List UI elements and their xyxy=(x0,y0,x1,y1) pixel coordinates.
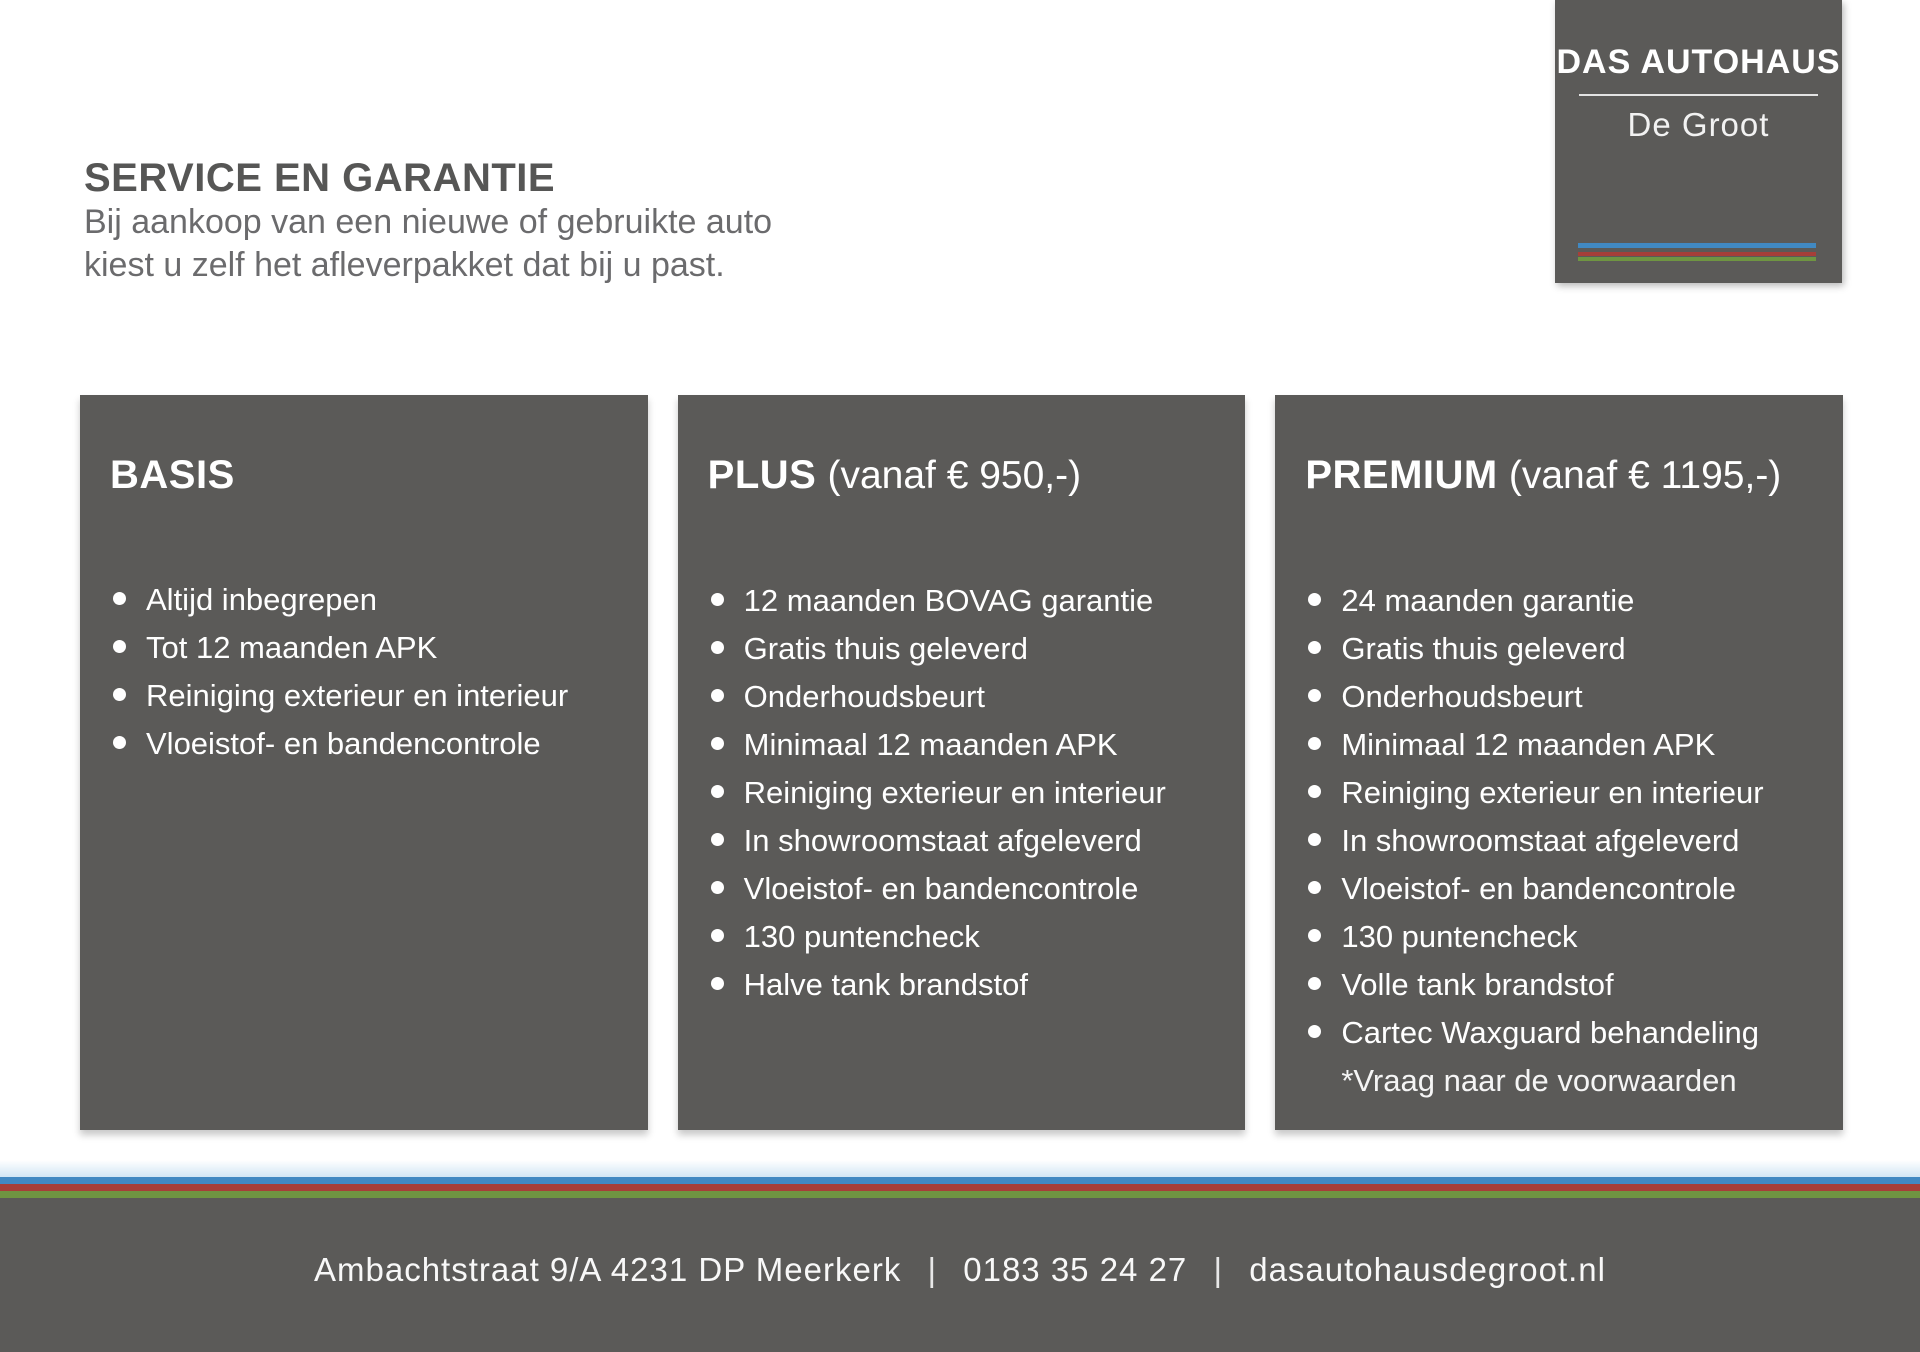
package-price: (vanaf € 950,-) xyxy=(827,454,1082,497)
bullet-icon xyxy=(113,592,126,605)
bullet-icon xyxy=(711,929,724,942)
package-item xyxy=(711,865,1231,913)
bullet-icon xyxy=(711,593,724,606)
brand-subtitle: De Groot xyxy=(1627,106,1770,143)
bullet-icon xyxy=(1308,785,1321,798)
package-item-label: Minimaal 12 maanden APK xyxy=(1341,727,1716,762)
package-item xyxy=(1308,961,1828,1009)
brand-stripe-red xyxy=(1578,252,1816,256)
package-item-label: Volle tank brandstof xyxy=(1341,967,1614,1002)
package-item xyxy=(1308,625,1828,673)
package-item-label: Vloeistof- en bandencontrole xyxy=(146,726,541,761)
intro-line-2: kiest u zelf het afleverpakket dat bij u past. xyxy=(84,246,725,284)
package-item-label: Onderhoudsbeurt xyxy=(1341,679,1583,714)
package-item xyxy=(113,576,633,624)
package-item-label: Minimaal 12 maanden APK xyxy=(743,727,1118,762)
packages xyxy=(80,395,1843,1130)
package-item-label: Onderhoudsbeurt xyxy=(743,679,985,714)
package-item xyxy=(711,913,1231,961)
package-title xyxy=(110,450,620,500)
footer-website: dasautohausdegroot.nl xyxy=(1249,1251,1606,1288)
bullet-icon xyxy=(711,737,724,750)
package-item-label: Vloeistof- en bandencontrole xyxy=(743,871,1139,906)
footer-stripe-green xyxy=(0,1191,1920,1198)
package-item xyxy=(1308,769,1828,817)
bullet-icon xyxy=(1308,881,1321,894)
package-item-label: Vloeistof- en bandencontrole xyxy=(1341,871,1737,906)
bullet-icon xyxy=(1308,689,1321,702)
package-title xyxy=(708,450,1218,501)
bullet-icon xyxy=(1308,833,1321,846)
package-item-label: In showroomstaat afgeleverd xyxy=(743,823,1142,858)
bullet-icon xyxy=(711,785,724,798)
footer-stripe-red xyxy=(0,1184,1920,1191)
package-name: PREMIUM xyxy=(1305,453,1498,497)
page-title: SERVICE EN GARANTIE xyxy=(84,156,556,200)
brand-logo xyxy=(1555,0,1842,283)
bullet-icon xyxy=(711,689,724,702)
footer-stripes xyxy=(0,1177,1920,1198)
package-item-label: Gratis thuis geleverd xyxy=(743,631,1028,666)
package-item-label: Reiniging exterieur en interieur xyxy=(146,678,569,713)
package-item xyxy=(113,720,633,768)
package-item xyxy=(1308,673,1828,721)
package-item-label: In showroomstaat afgeleverd xyxy=(1341,823,1740,858)
brand-title: DAS AUTOHAUS xyxy=(1556,43,1841,81)
package-item xyxy=(113,672,633,720)
package-item-label: Reiniging exterieur en interieur xyxy=(743,775,1166,810)
package-title xyxy=(1305,450,1815,501)
package-card xyxy=(1275,395,1843,1130)
package-item-label: 130 puntencheck xyxy=(743,919,980,954)
footer-separator: | xyxy=(927,1251,938,1288)
package-footnote: *Vraag naar de voorwaarden xyxy=(1341,1063,1737,1098)
intro-line-1: Bij aankoop van een nieuwe of gebruikte auto xyxy=(84,203,773,241)
package-item xyxy=(1308,577,1828,625)
package-item-label: Cartec Waxguard behandeling xyxy=(1341,1015,1759,1050)
bullet-icon xyxy=(1308,593,1321,606)
brand-divider xyxy=(1579,94,1818,96)
package-item xyxy=(711,817,1231,865)
package-item-label: Halve tank brandstof xyxy=(743,967,1028,1002)
package-price: (vanaf € 1195,-) xyxy=(1508,454,1782,497)
bullet-icon xyxy=(1308,929,1321,942)
package-name: PLUS xyxy=(707,453,817,497)
package-item-label: Gratis thuis geleverd xyxy=(1341,631,1626,666)
package-item-label: Tot 12 maanden APK xyxy=(146,630,438,665)
package-item xyxy=(1308,1009,1828,1057)
package-item xyxy=(1308,721,1828,769)
footer-phone: 0183 35 24 27 xyxy=(963,1251,1188,1288)
bullet-icon xyxy=(1308,1025,1321,1038)
package-item-label: Reiniging exterieur en interieur xyxy=(1341,775,1764,810)
footer-bar xyxy=(0,1198,1920,1352)
package-name: BASIS xyxy=(110,453,235,497)
bullet-icon xyxy=(113,736,126,749)
package-items xyxy=(711,577,1246,1009)
bullet-icon xyxy=(1308,737,1321,750)
package-card xyxy=(80,395,648,1130)
intro-text xyxy=(84,201,772,287)
package-item xyxy=(1308,865,1828,913)
bullet-icon xyxy=(1308,641,1321,654)
bullet-icon xyxy=(1308,977,1321,990)
package-item xyxy=(711,721,1231,769)
bullet-icon xyxy=(711,833,724,846)
package-item xyxy=(711,961,1231,1009)
bullet-icon xyxy=(711,881,724,894)
package-item-label: 24 maanden garantie xyxy=(1341,583,1635,618)
bullet-icon xyxy=(711,977,724,990)
package-items xyxy=(1308,577,1843,1057)
bullet-icon xyxy=(113,640,126,653)
footer-separator: | xyxy=(1213,1251,1224,1288)
bullet-icon xyxy=(113,688,126,701)
package-item-label: Altijd inbegrepen xyxy=(146,582,377,617)
package-item xyxy=(711,673,1231,721)
package-item-label: 12 maanden BOVAG garantie xyxy=(743,583,1154,618)
package-item xyxy=(1308,817,1828,865)
brand-stripes xyxy=(1578,243,1816,261)
brand-stripe-green xyxy=(1578,257,1816,261)
package-item xyxy=(1308,913,1828,961)
footer-text xyxy=(0,1250,1920,1290)
footer-stripe-blue xyxy=(0,1177,1920,1184)
brand-stripe-blue xyxy=(1578,243,1816,248)
package-items xyxy=(113,576,648,768)
package-item xyxy=(711,577,1231,625)
package-item xyxy=(113,624,633,672)
package-item xyxy=(711,625,1231,673)
footer-address: Ambachtstraat 9/A 4231 DP Meerkerk xyxy=(313,1251,902,1288)
package-item xyxy=(711,769,1231,817)
footer-stripe-glow xyxy=(0,1160,1920,1177)
bullet-icon xyxy=(711,641,724,654)
package-item-label: 130 puntencheck xyxy=(1341,919,1578,954)
package-card xyxy=(678,395,1246,1130)
